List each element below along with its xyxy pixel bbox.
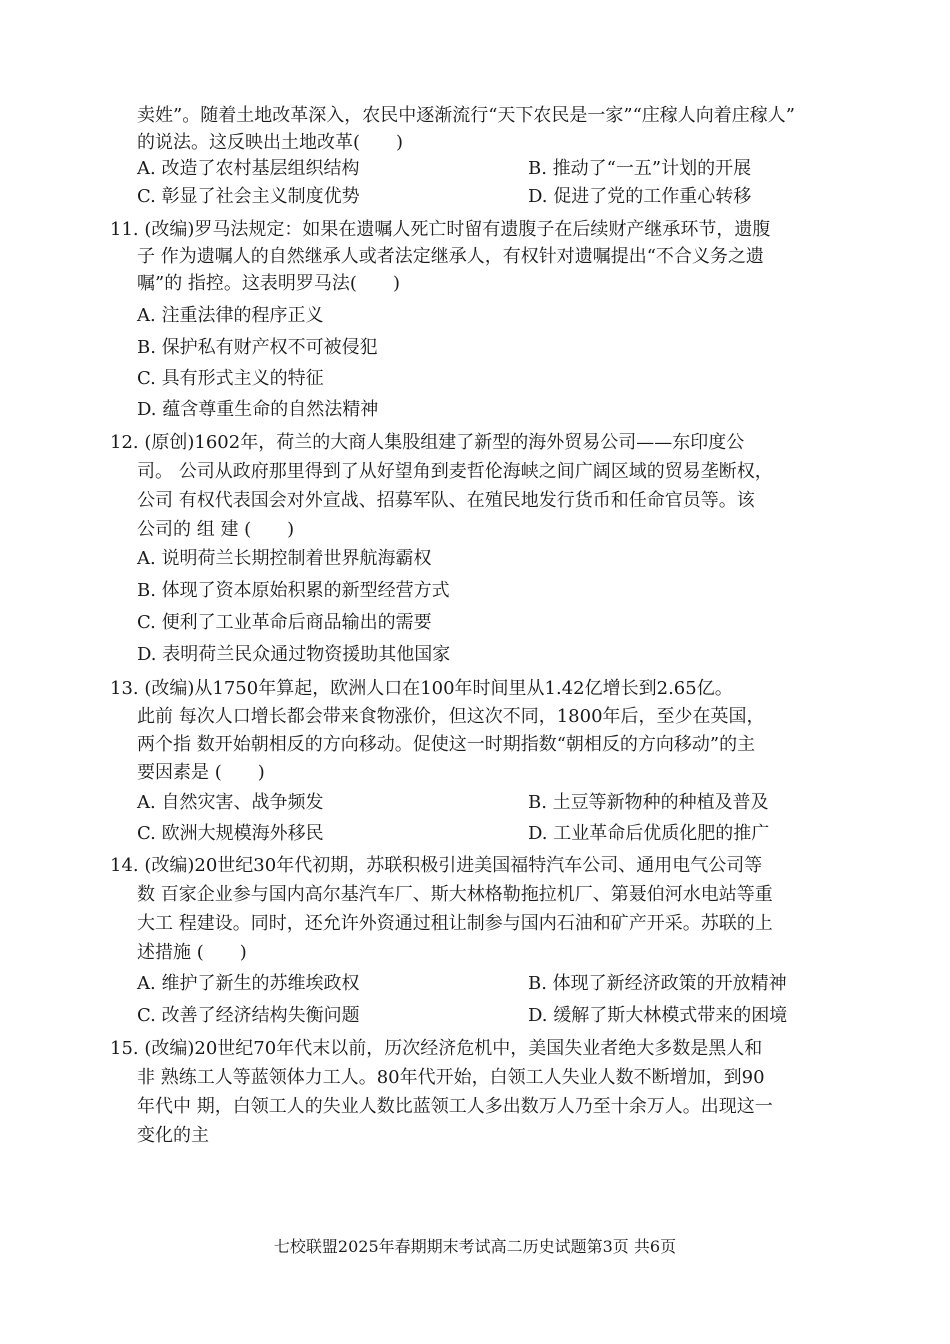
q14-option-c: C. 改善了经济结构失衡问题 bbox=[137, 1005, 360, 1026]
q14-stem-line-2: 数 百家企业参与国内高尔基汽车厂、斯大林格勒拖拉机厂、第聂伯河水电站等重 bbox=[137, 884, 773, 905]
q11-option-a: A. 注重法律的程序正义 bbox=[137, 305, 324, 326]
q10-option-c: C. 彰显了社会主义制度优势 bbox=[137, 186, 360, 207]
q14-stem-line-4: 述措施 ( ) bbox=[137, 942, 247, 963]
page-footer: 七校联盟2025年春期期末考试高二历史试题第3页 共6页 bbox=[273, 1237, 677, 1256]
q10-stem-line-1: 卖姓”。随着土地改革深入，农民中逐渐流行“天下农民是一家”“庄稼人向着庄稼人” bbox=[137, 105, 796, 126]
q10-stem-line-2: 的说法。这反映出土地改革( ) bbox=[137, 132, 404, 153]
q11-stem-line-3: 嘱”的 指控。这表明罗马法( ) bbox=[137, 273, 400, 294]
q13-stem-line-1: 13. (改编)从1750年算起，欧洲人口在100年时间里从1.42亿增长到2.65亿。 bbox=[110, 678, 733, 699]
q14-stem-line-3: 大工 程建设。同时，还允许外资通过租让制参与国内石油和矿产开采。苏联的上 bbox=[137, 913, 773, 934]
q10-option-d: D. 促进了党的工作重心转移 bbox=[528, 186, 752, 207]
q14-stem-line-1: 14. (改编)20世纪30年代初期，苏联积极引进美国福特汽车公司、通用电气公司等 bbox=[110, 855, 763, 876]
q11-stem-line-1: 11. (改编)罗马法规定：如果在遗嘱人死亡时留有遗腹子在后续财产继承环节，遗腹 bbox=[110, 219, 771, 240]
q12-stem-line-4: 公司的 组 建 ( ) bbox=[137, 519, 295, 540]
q13-option-b: B. 土豆等新物种的种植及普及 bbox=[528, 792, 769, 813]
q11-stem-line-2: 子 作为遗嘱人的自然继承人或者法定继承人，有权针对遗嘱提出“不合义务之遗 bbox=[137, 246, 764, 267]
q12-stem-line-3: 公司 有权代表国会对外宣战、招募军队、在殖民地发行货币和任命官员等。该 bbox=[137, 490, 755, 511]
q12-option-c: C. 便利了工业革命后商品输出的需要 bbox=[137, 612, 432, 633]
q10-option-b: B. 推动了“一五”计划的开展 bbox=[528, 158, 752, 179]
q11-option-b: B. 保护私有财产权不可被侵犯 bbox=[137, 337, 378, 358]
q13-stem-line-2: 此前 每次人口增长都会带来食物涨价，但这次不同，1800年后，至少在英国， bbox=[137, 706, 765, 727]
q12-option-b: B. 体现了资本原始积累的新型经营方式 bbox=[137, 580, 450, 601]
q10-option-a: A. 改造了农村基层组织结构 bbox=[137, 158, 360, 179]
q13-option-c: C. 欧洲大规模海外移民 bbox=[137, 823, 324, 844]
q15-stem-line-3: 年代中 期，白领工人的失业人数比蓝领工人多出数万人乃至十余万人。出现这一 bbox=[137, 1096, 773, 1117]
q12-stem-line-1: 12. (原创)1602年，荷兰的大商人集股组建了新型的海外贸易公司——东印度公 bbox=[110, 432, 745, 453]
q13-option-d: D. 工业革命后优质化肥的推广 bbox=[528, 823, 770, 844]
q12-stem-line-2: 司。 公司从政府那里得到了从好望角到麦哲伦海峡之间广阔区域的贸易垄断权， bbox=[137, 461, 773, 482]
q14-option-a: A. 维护了新生的苏维埃政权 bbox=[137, 973, 360, 994]
q11-option-c: C. 具有形式主义的特征 bbox=[137, 368, 324, 389]
q14-option-b: B. 体现了新经济政策的开放精神 bbox=[528, 973, 787, 994]
q13-stem-line-3: 两个指 数开始朝相反的方向移动。促使这一时期指数“朝相反的方向移动”的主 bbox=[137, 734, 756, 755]
q15-stem-line-2: 非 熟练工人等蓝领体力工人。80年代开始，白领工人失业人数不断增加，到90 bbox=[137, 1067, 765, 1088]
q13-option-a: A. 自然灾害、战争频发 bbox=[137, 792, 324, 813]
q14-option-d: D. 缓解了斯大林模式带来的困境 bbox=[528, 1005, 788, 1026]
q12-option-d: D. 表明荷兰民众通过物资援助其他国家 bbox=[137, 644, 451, 665]
q12-option-a: A. 说明荷兰长期控制着世界航海霸权 bbox=[137, 548, 432, 569]
q13-stem-line-4: 要因素是 ( ) bbox=[137, 762, 265, 783]
q15-stem-line-4: 变化的主 bbox=[137, 1125, 209, 1146]
q15-stem-line-1: 15. (改编)20世纪70年代末以前，历次经济危机中，美国失业者绝大多数是黑人和 bbox=[110, 1038, 763, 1059]
q11-option-d: D. 蕴含尊重生命的自然法精神 bbox=[137, 399, 379, 420]
